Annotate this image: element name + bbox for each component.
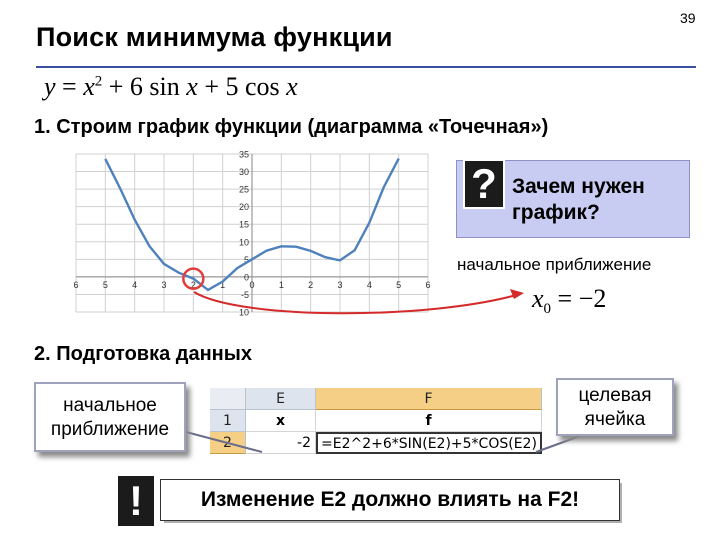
spreadsheet	[210, 388, 550, 468]
title-divider	[36, 66, 696, 68]
x-tick-label: 5	[396, 279, 402, 290]
y-tick-label: 10	[238, 237, 249, 248]
cell-e1[interactable]: x	[246, 410, 316, 432]
question-mark-icon: ?	[463, 159, 505, 209]
cell-f1[interactable]: f	[316, 410, 542, 432]
row-header-2[interactable]: 2	[210, 432, 246, 454]
sheet-corner	[210, 388, 246, 410]
question-text: Зачем нужен график?	[512, 175, 645, 224]
y-tick-label: 10	[238, 307, 249, 318]
x-tick-label: 2	[308, 279, 314, 290]
target-cell-callout: целевая ячейка	[556, 378, 674, 436]
y-tick-label: 0	[243, 272, 249, 283]
cell-e2[interactable]: -2	[246, 432, 316, 454]
y-tick-label: 35	[238, 149, 249, 160]
x0-value: −2	[578, 284, 607, 313]
y-tick-label: 25	[238, 184, 249, 195]
initial-approximation-label: начальное приближение	[457, 255, 652, 274]
y-tick-label: -5	[240, 289, 249, 300]
y-tick-label: 5	[243, 254, 249, 265]
x-tick-label: 1	[220, 279, 226, 290]
x-tick-label: 1	[278, 279, 284, 290]
cell-f2-selection	[316, 432, 542, 454]
x-tick-label: 3	[161, 279, 167, 290]
row-header-1[interactable]: 1	[210, 410, 246, 432]
x-tick-label: 6	[73, 279, 79, 290]
x-tick-label: 2	[190, 279, 196, 290]
y-tick-label: 20	[238, 202, 249, 213]
page-title: Поиск минимума функции	[36, 22, 393, 52]
step-2-heading: 2. Подготовка данных	[34, 343, 252, 365]
note-box: Изменение E2 должно влиять на F2!	[160, 479, 620, 521]
x-tick-label: 4	[132, 279, 138, 290]
initial-approximation-callout: начальное приближение	[34, 382, 186, 452]
function-formula: $y = x^2 + 6$ sin x + 5 cos x	[44, 72, 298, 101]
exclamation-icon: !	[116, 474, 156, 528]
x-tick-label: 6	[425, 279, 431, 290]
step-1-heading: 1. Строим график функции (диаграмма «Точечная»)	[34, 116, 549, 138]
page-number: 39	[680, 10, 696, 26]
column-header-e[interactable]: E	[246, 388, 316, 410]
x-tick-label: 5	[102, 279, 108, 290]
x-tick-label: 3	[337, 279, 343, 290]
column-header-f[interactable]: F	[316, 388, 542, 410]
y-tick-label: 15	[238, 219, 249, 230]
x-tick-label: 0	[249, 279, 255, 290]
y-tick-label: 30	[238, 167, 249, 178]
function-chart	[64, 148, 444, 318]
x-tick-label: 4	[366, 279, 372, 290]
x0-equation: $x_0 = -2$	[532, 284, 607, 318]
cell-f2[interactable]: =E2^2+6*SIN(E2)+5*COS(E2)	[316, 432, 542, 454]
